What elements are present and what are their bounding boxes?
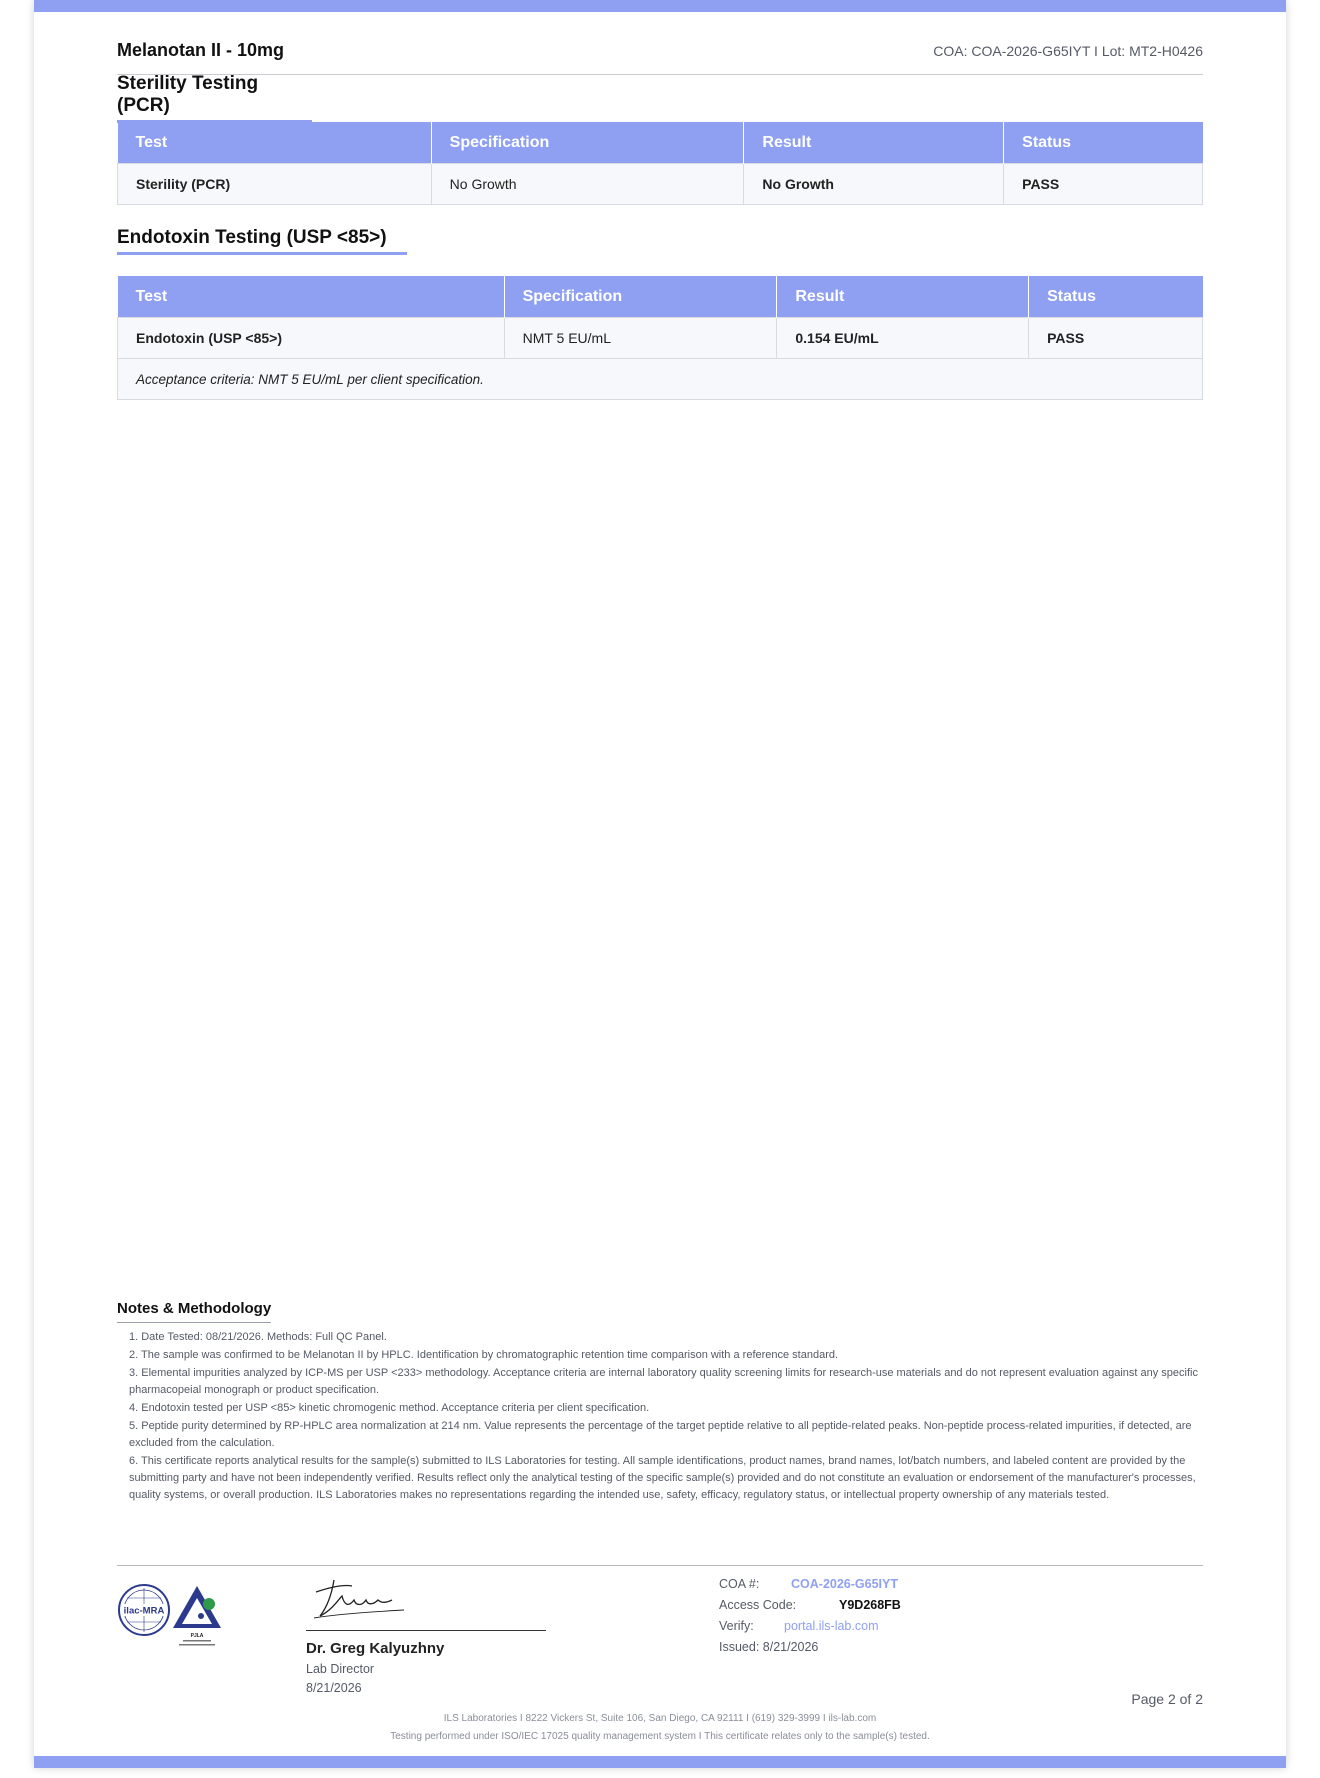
status-badge: PASS	[1029, 318, 1203, 359]
sterility-title-text: Sterility Testing (PCR)	[117, 73, 259, 116]
page-number: Page 2 of 2	[1131, 1691, 1203, 1707]
note-item: 5. Peptide purity determined by RP-HPLC area normalization at 214 nm. Value represents the percentage of the target peptide relative to all peptide-related peaks. Non-peptide process-related impurities, if detected, are excluded from the calculation.	[129, 1420, 1192, 1449]
ilac-pjla-logo	[117, 1580, 237, 1650]
notes-section	[117, 1300, 1203, 1505]
accreditation-logos	[117, 1580, 237, 1650]
signer-role: Lab Director	[306, 1662, 375, 1676]
note-item: 1. Date Tested: 08/21/2026. Methods: Full QC Panel.	[129, 1331, 387, 1343]
accreditation-footer: Testing performed under ISO/IEC 17025 quality management system I This certificate relates only to the sample(s) tested.	[390, 1731, 930, 1742]
signature-line	[306, 1630, 546, 1631]
footer-divider	[117, 1565, 1203, 1566]
column-header-status: Status	[1029, 276, 1203, 318]
lab-address-footer: ILS Laboratories I 8222 Vickers St, Suite 106, San Diego, CA 92111 I (619) 329-3999 I ils-lab.com	[443, 1713, 877, 1724]
status-badge: PASS	[1004, 164, 1203, 205]
column-header-result: Result	[777, 276, 1029, 318]
notes-title: Notes & Methodology	[117, 1300, 271, 1323]
table-row	[118, 164, 1203, 205]
specification-cell: No Growth	[431, 164, 744, 205]
column-header-test: Test	[118, 276, 505, 318]
result-cell: 0.154 EU/mL	[777, 318, 1029, 359]
table-row	[118, 318, 1203, 359]
endotoxin-title-text: Endotoxin Testing (USP <85>)	[117, 227, 387, 248]
product-title: Melanotan II - 10mg	[117, 40, 285, 60]
certificate-page	[34, 0, 1286, 1768]
notes-list	[117, 1329, 1203, 1504]
test-cell: Sterility (PCR)	[118, 164, 432, 205]
svg-text:PJLA: PJLA	[190, 1633, 204, 1639]
column-header-status: Status	[1004, 122, 1203, 164]
coa-number-label: COA #:	[719, 1577, 760, 1591]
table-header-row	[118, 276, 1203, 318]
top-accent-bar	[34, 0, 1286, 12]
endotoxin-section-title	[117, 227, 407, 255]
note-item: 3. Elemental impurities analyzed by ICP-MS per USP <233> methodology. Acceptance criteria are internal laboratory quality screening limits for research-use materials and do not represent evaluation against any specific pharmacopeial monograph or product specification.	[129, 1367, 1198, 1396]
column-header-specification: Specification	[504, 276, 777, 318]
issued-date: Issued: 8/21/2026	[719, 1640, 819, 1654]
access-code-value: Y9D268FB	[839, 1598, 901, 1612]
sterility-section-title	[117, 73, 312, 123]
verify-label: Verify:	[719, 1619, 754, 1633]
note-item: 4. Endotoxin tested per USP <85> kinetic chromogenic method. Acceptance criteria per client specification.	[129, 1402, 650, 1414]
signature-date: 8/21/2026	[306, 1681, 362, 1695]
page-header	[117, 38, 1203, 75]
column-header-test: Test	[118, 122, 432, 164]
coa-lot-reference: COA: COA-2026-G65IYT I Lot: MT2-H0426	[933, 43, 1203, 59]
specification-cell: NMT 5 EU/mL	[504, 318, 777, 359]
endotoxin-table	[117, 276, 1203, 400]
acceptance-criteria-note: Acceptance criteria: NMT 5 EU/mL per client specification.	[118, 359, 1203, 400]
result-cell: No Growth	[744, 164, 1004, 205]
coa-number-value: COA-2026-G65IYT	[791, 1577, 898, 1591]
table-header-row	[118, 122, 1203, 164]
bottom-accent-bar	[34, 1756, 1286, 1768]
sterility-table	[117, 122, 1203, 205]
column-header-result: Result	[744, 122, 1004, 164]
column-header-specification: Specification	[431, 122, 744, 164]
acceptance-note-row	[118, 359, 1203, 400]
verify-link[interactable]: portal.ils-lab.com	[784, 1619, 879, 1633]
handwritten-signature	[308, 1570, 418, 1625]
svg-text:ilac-MRA: ilac-MRA	[123, 1605, 165, 1617]
test-cell: Endotoxin (USP <85>)	[118, 318, 505, 359]
note-item: 2. The sample was confirmed to be Melanotan II by HPLC. Identification by chromatographic retention time comparison with a reference standard.	[129, 1349, 839, 1361]
note-item: 6. This certificate reports analytical results for the sample(s) submitted to ILS Laboratories for testing. All sample identifications, product names, brand names, lot/batch numbers, and labeled content are provided by the submitting party and have not been independently verified. Results reflect only the analytical testing of the specific sample(s) provided and do not constitute an evaluation or endorsement of the manufacturer's processes, quality systems, or overall production. ILS Laboratories makes no representations regarding the intended use, safety, efficacy, regulatory status, or intellectual property ownership of any materials tested.	[129, 1455, 1196, 1501]
signer-name: Dr. Greg Kalyuzhny	[306, 1640, 445, 1657]
access-code-label: Access Code:	[719, 1598, 797, 1612]
